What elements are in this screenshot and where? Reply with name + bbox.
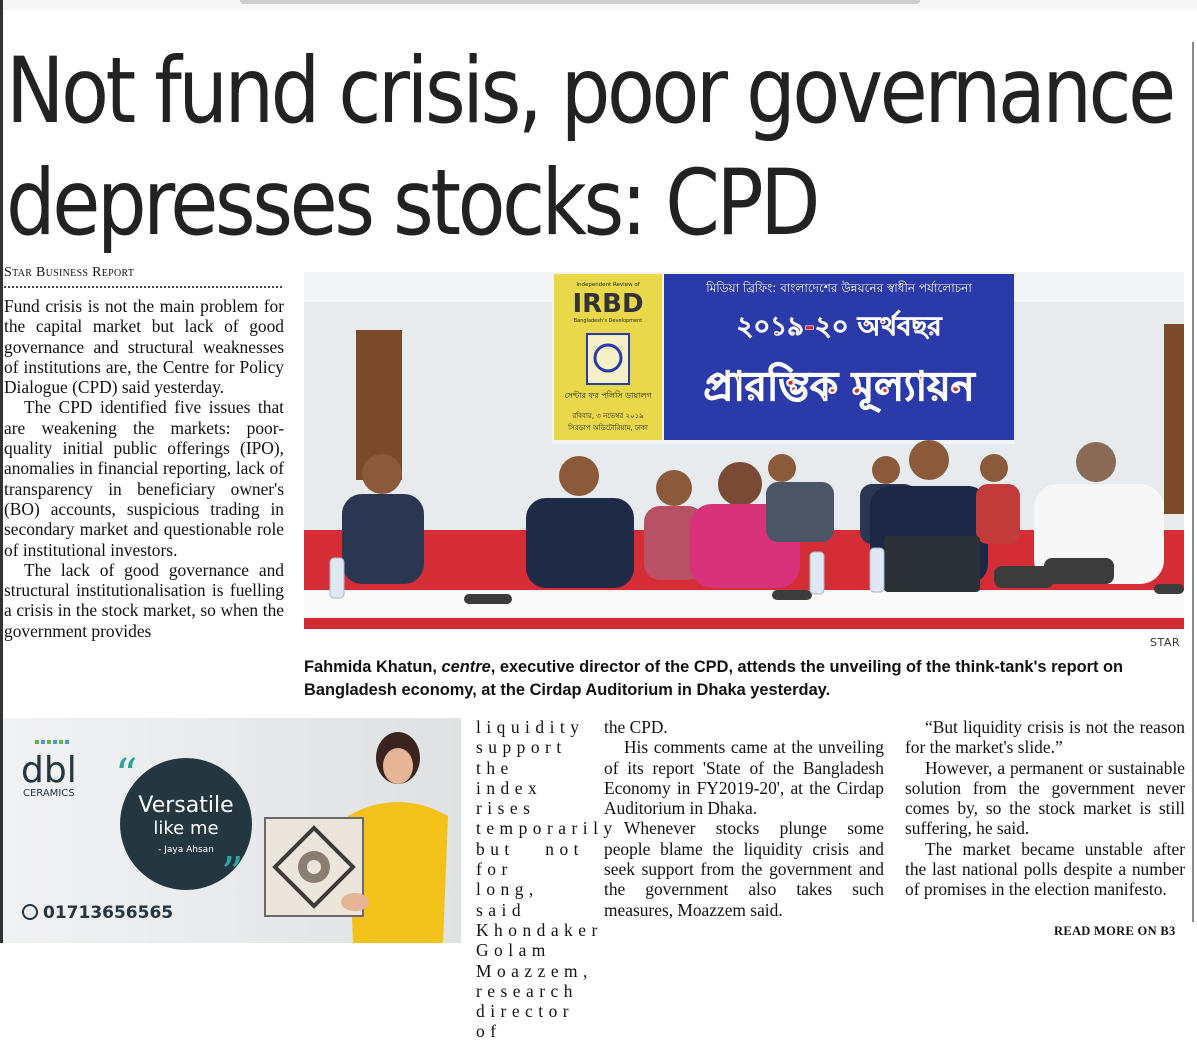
paragraph — [476, 717, 618, 1042]
paragraph: His comments came at the unveiling of its report 'State of the Bangladesh Economy in FY2019-20', at the Cirdap Auditorium in Dhaka. — [604, 737, 884, 819]
door-right — [1164, 324, 1184, 514]
panel-sub-text: Bangladesh's Development — [573, 318, 643, 324]
caption-name: Fahmida Khatun, — [304, 658, 442, 676]
article-column-3 — [604, 717, 884, 920]
paragraph: The lack of good governance and structural institutionalisation is fuelling a crisis in the stock market, so when the government provides — [4, 559, 284, 641]
page-right-rule — [1192, 42, 1194, 922]
paragraph: Whenever stocks plunge some people blame the liquidity crisis and seek support from the government and the government also takes such measures, Moazzem said. — [604, 818, 884, 920]
read-more-link[interactable]: READ MORE ON B3 — [1054, 924, 1176, 938]
paragraph: The market became unstable after the last national polls despite a number of promises in the election manifesto. — [905, 838, 1185, 900]
ad-tagline-1: Versatile — [138, 793, 234, 818]
news-photo — [304, 272, 1184, 629]
banner-blue — [664, 274, 1014, 440]
panel-logo-text: IRBD — [572, 289, 644, 319]
article-column-2 — [476, 717, 618, 1042]
ad-tagline-2: like me — [153, 818, 219, 839]
press-briefing-image — [304, 272, 1184, 629]
panel-top-text: Independent Review of — [576, 282, 640, 288]
headline — [6, 36, 1173, 260]
byline: Star Business Report — [4, 265, 135, 280]
laptop — [884, 536, 980, 592]
dbl-ceramics-ad[interactable] — [3, 718, 461, 943]
photo-credit: STAR — [1150, 636, 1181, 649]
article-column-4 — [905, 717, 1185, 900]
ad-brand-sub: CERAMICS — [23, 788, 75, 799]
panel-date-text: রবিবার, ৩ নভেম্বর ২০১৯ — [572, 412, 644, 420]
ad-endorser: - Jaya Ahsan — [158, 845, 214, 855]
ad-phone[interactable]: 01713656565 — [43, 903, 174, 923]
cpd-logo-icon — [587, 334, 629, 384]
banner-line-1: মিডিয়া ব্রিফিং: বাংলাদেশের উন্নয়নের স্বাধীন পর্যালোচনা — [706, 281, 972, 295]
paragraph: Fund crisis is not the main problem for the capital market but lack of good governance and structural weaknesses of institutions are, the Centre for Policy Dialogue (CPD) said yesterday. — [4, 296, 284, 398]
panel-venue-text: সিরডাপ অডিটোরিয়াম, ঢাকা — [568, 424, 648, 432]
byline-divider — [4, 286, 282, 288]
panel-org-text: সেন্টার ফর পলিসি ডায়ালগ — [564, 391, 652, 400]
headline-line-1: Not fund crisis, poor governance — [6, 39, 1173, 144]
paragraph: the CPD. — [604, 717, 668, 737]
ad-brand: dbl — [21, 750, 77, 791]
paragraph: However, a permanent or sustainable solution from the government never comes by, so the stock market is still suffering, he said. — [905, 757, 1185, 839]
caption-rest: , executive director of the CPD, attends the unveiling of the think-tank's report on Bangladesh economy, at the Cirdap Auditorium in Dhaka yesterday. — [304, 658, 1124, 699]
column-2-text: liquidity support the index rises temporarily but not for long, said Khondaker Golam Moazzem, research director of — [476, 717, 618, 1042]
headline-line-2: depresses stocks: CPD — [6, 151, 818, 256]
paragraph: “But liquidity crisis is not the reason for the market's slide.” — [905, 717, 1185, 758]
ad-artwork — [3, 718, 461, 943]
close-quote-icon: ” — [221, 848, 244, 899]
banner-line-3: প্রারম্ভিক মূল্যায়ন — [703, 364, 975, 410]
caption-role: centre — [441, 658, 491, 676]
previous-page-strip — [0, 0, 1197, 10]
paragraph: The CPD identified five issues that are weakening the markets: poor-quality initial public offerings (IPO), anomalies in financial reporting, lack of transparency in beneficiary owner's (BO) accounts, suspicious trading in secondary market and questionable role of institutional investors. — [4, 397, 284, 560]
open-quote-icon: “ — [115, 750, 138, 801]
banner-line-2: ২০১৯-২০ অর্থবছর — [736, 312, 942, 342]
article-column-1 — [4, 296, 284, 641]
photo-caption — [304, 656, 1184, 702]
